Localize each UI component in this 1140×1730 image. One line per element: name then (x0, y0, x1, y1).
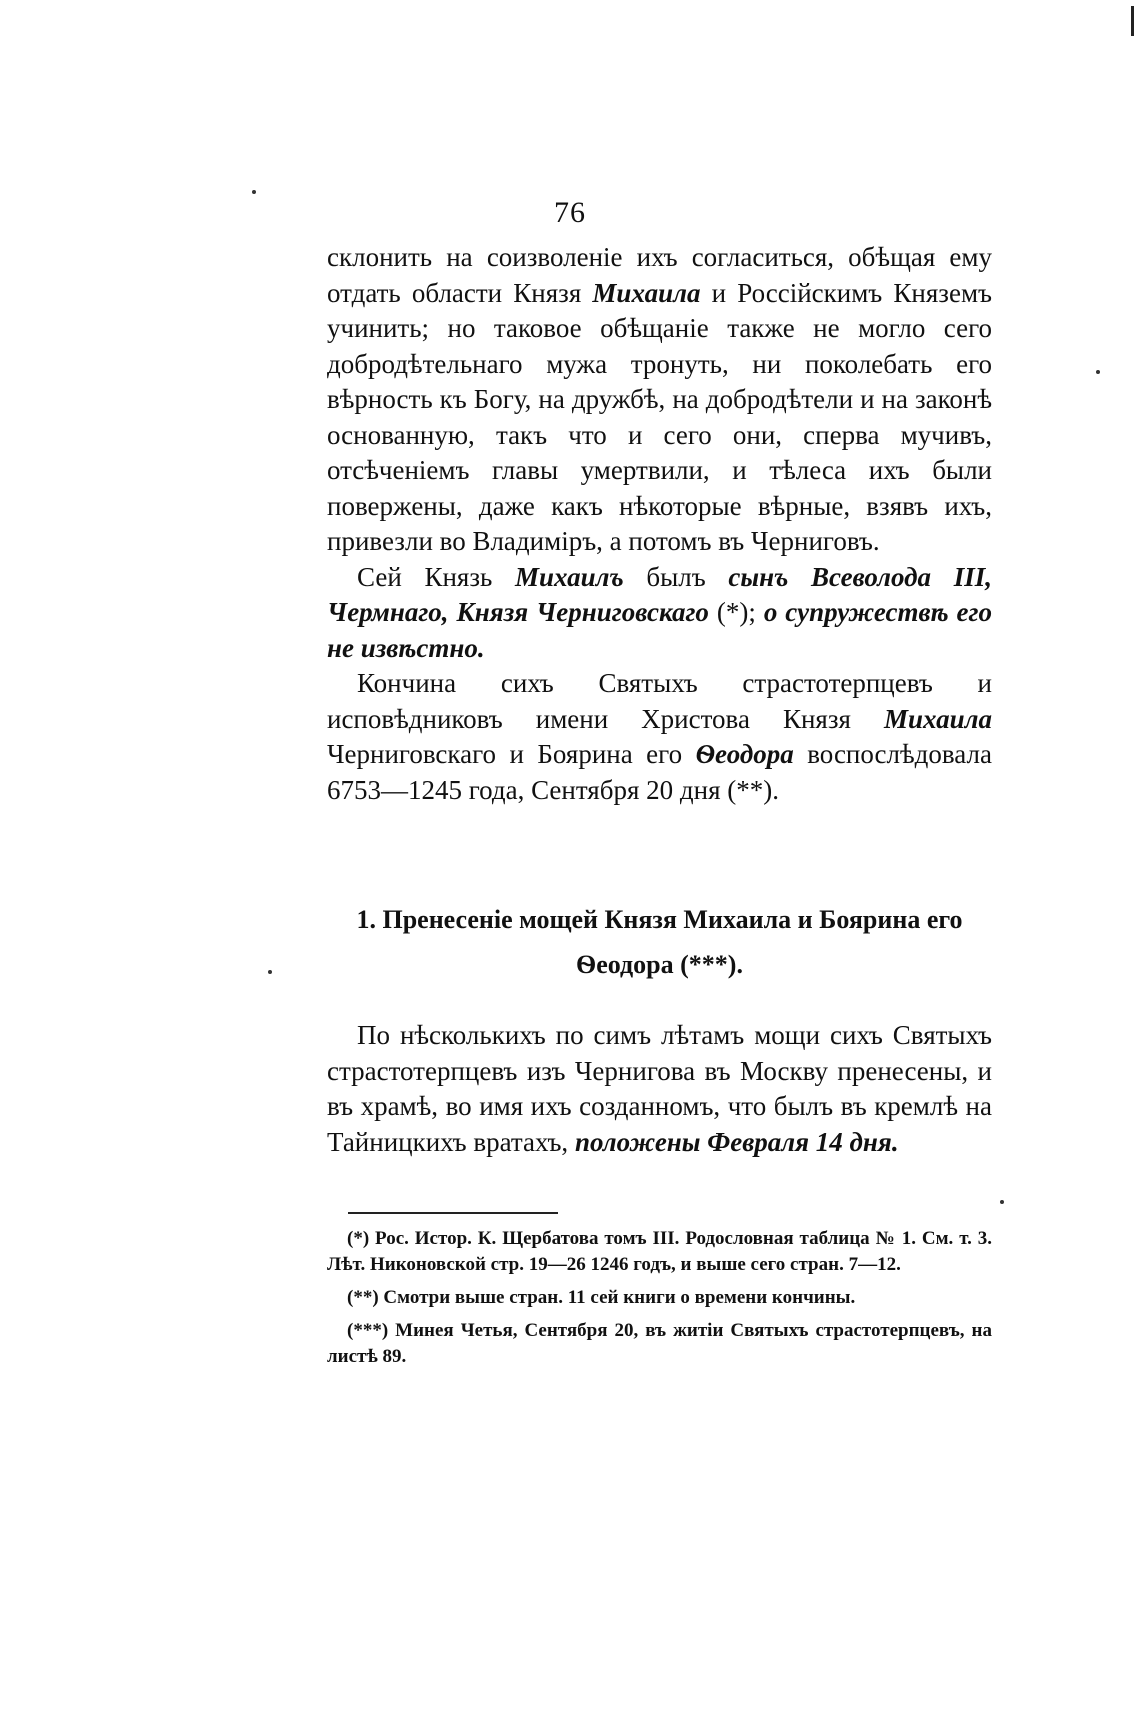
emphasis-name: Михаила (592, 277, 701, 308)
scan-speck (1000, 1200, 1004, 1204)
section-text-block (327, 1018, 992, 1160)
text-run: Кончина сихъ Святыхъ страстотерпцевъ и исповѣдниковъ имени Христова Князя (327, 668, 992, 734)
scan-speck (1096, 370, 1100, 374)
emphasis-phrase: положены Февраля 14 дня. (574, 1126, 899, 1157)
text-run: По нѣсколькихъ по симъ лѣтамъ мощи сихъ Святыхъ страстотерпцевъ изъ Чернигова въ Москву пренесены, и въ храмѣ, во имя ихъ созданномъ, что былъ въ кремлѣ на Тайницкихъ вратахъ, (327, 1020, 992, 1157)
footnote-divider (348, 1212, 558, 1214)
scan-speck (268, 970, 272, 974)
paragraph-2 (327, 560, 992, 667)
section-heading (327, 897, 992, 987)
page-number: 76 (554, 196, 586, 229)
section-heading-line-1: 1. Пренесеніе мощей Князя Михаила и Боярина его (356, 905, 963, 934)
text-run: и Россійскимъ Княземъ учинить; но таковое обѣщаніе также не могло сего добродѣтельнаго мужа тронуть, ни поколебать его вѣрность къ Богу, на дружбѣ, на добродѣтели и на законѣ основанную, такъ что и сего они, сперва мучивъ, отсѣченіемъ главы умертвили, и тѣлеса ихъ были повержены, даже какъ нѣкоторые вѣрные, взявъ ихъ, привезли во Владиміръ, а потомъ въ Черниговъ. (327, 277, 992, 556)
text-run: Черниговскаго и Боярина его (327, 739, 696, 769)
footnote-3: (***) Минея Четья, Сентября 20, въ житіи Святыхъ страстотерпцевъ, на листѣ 89. (327, 1320, 992, 1367)
paragraph-3 (327, 666, 992, 808)
emphasis-phrase: сынъ Всеволода III, Чермнаго, Князя Черниговскаго (327, 561, 992, 627)
emphasis-name: Михаила (883, 703, 992, 734)
section-heading-line-2: Ѳеодора (***). (576, 950, 743, 979)
emphasis-name: Ѳеодора (695, 739, 794, 769)
text-run: Сей Князь (357, 561, 515, 592)
footnote-2: (**) Смотри выше стран. 11 сей книги о времени кончины. (347, 1287, 856, 1308)
emphasis-name: Михаилъ (514, 561, 624, 592)
emphasis-phrase: о супружествѣ его не извѣстно. (327, 597, 992, 663)
scan-speck (252, 190, 256, 194)
main-text-block (327, 240, 992, 808)
footnote-1: (*) Рос. Истор. К. Щербатова томъ III. Родословная таблица № 1. См. т. 3. Лѣт. Никоновской стр. 19—26 1246 годъ, и выше сего стран. 7—12. (327, 1228, 992, 1275)
section-paragraph-1 (327, 1018, 992, 1160)
footnotes (327, 1226, 992, 1377)
footnote-ref: (*); (708, 597, 764, 627)
scan-edge-mark (1131, 6, 1134, 36)
paragraph-1 (327, 240, 992, 560)
text-run: склонить на соизволеніе ихъ согласиться, обѣщая ему отдать области Князя (327, 242, 992, 308)
text-run: былъ (623, 561, 729, 592)
text-run: воспослѣдовала 6753—1245 года, Сентября 20 дня (**). (327, 739, 992, 805)
